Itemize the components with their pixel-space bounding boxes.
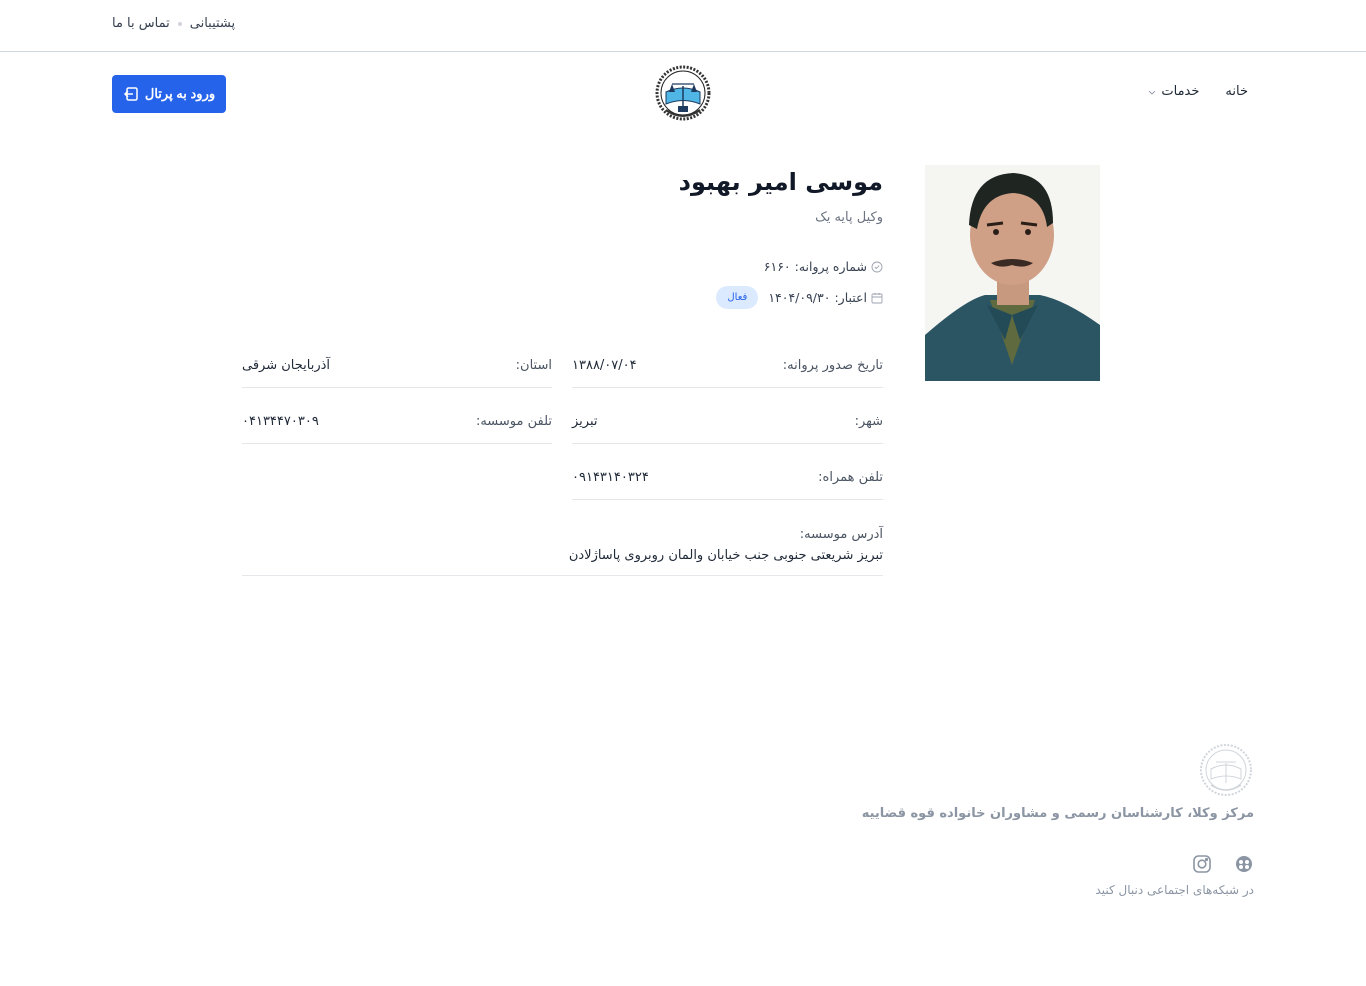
address-value: تبریز شریعتی جنوبی جنب خیابان والمان روبروی پاساژلادن <box>568 548 883 563</box>
mobile-value: ۰۹۱۴۳۱۴۰۳۲۴ <box>572 470 649 485</box>
city-field <box>572 405 883 444</box>
portal-login-button[interactable] <box>112 75 226 113</box>
province-label: استان: <box>515 358 552 373</box>
check-circle-icon <box>871 261 883 273</box>
status-badge: فعال <box>716 286 758 309</box>
issue-date-label: تاریخ صدور پروانه: <box>782 358 883 373</box>
license-number: ۶۱۶۰ <box>763 259 791 274</box>
license-number-row <box>764 259 883 274</box>
city-label: شهر: <box>854 414 883 429</box>
login-icon <box>123 86 139 102</box>
top-links <box>112 16 235 31</box>
office-phone-value: ۰۴۱۳۴۴۷۰۳۰۹ <box>242 414 319 429</box>
instagram-icon[interactable] <box>1192 854 1212 874</box>
calendar-icon <box>871 292 883 304</box>
contact-link[interactable]: تماس با ما <box>112 16 170 31</box>
validity-label: اعتبار: <box>834 290 867 305</box>
lawyer-rank: وکیل پایه یک <box>815 210 883 225</box>
issue-date-field <box>572 349 883 388</box>
office-phone-label: تلفن موسسه: <box>475 414 552 429</box>
validity-row <box>716 286 883 309</box>
social-links <box>1192 854 1254 874</box>
top-bar <box>0 0 1366 52</box>
mobile-field <box>572 461 883 500</box>
follow-text: در شبکه‌های اجتماعی دنبال کنید <box>1095 883 1254 897</box>
city-value: تبریز <box>572 414 598 429</box>
support-link[interactable]: پشتیبانی <box>189 16 236 31</box>
main-navbar <box>0 52 1366 136</box>
mobile-label: تلفن همراه: <box>818 470 883 485</box>
validity-date: ۱۴۰۴/۰۹/۳۰ <box>768 290 831 305</box>
portal-login-label: ورود به پرتال <box>144 86 216 101</box>
nav-item-services-label: خدمات <box>1161 84 1200 99</box>
footer-title: مرکز وکلا، کارشناسان رسمی و مشاوران خانواده قوه قضاییه <box>861 806 1254 821</box>
eitaa-icon[interactable] <box>1234 854 1254 874</box>
nav-item-home[interactable]: خانه <box>1225 84 1248 99</box>
lawyer-name: موسی امیر بهبود <box>678 168 883 196</box>
dot-separator <box>178 22 182 26</box>
address-field <box>242 527 883 576</box>
province-field <box>242 349 552 388</box>
office-phone-field <box>242 405 552 444</box>
issue-date-value: ۱۳۸۸/۰۷/۰۴ <box>572 358 637 373</box>
province-value: آذربایجان شرقی <box>242 358 331 373</box>
license-label: شماره پروانه: <box>794 259 867 274</box>
nav-item-services[interactable] <box>1148 84 1199 99</box>
nav-menu <box>1148 84 1248 99</box>
judiciary-logo <box>654 64 712 124</box>
chevron-down-icon <box>1148 88 1156 96</box>
address-label: آدرس موسسه: <box>799 527 883 542</box>
lawyer-photo <box>925 165 1100 381</box>
footer-logo <box>1199 743 1253 797</box>
